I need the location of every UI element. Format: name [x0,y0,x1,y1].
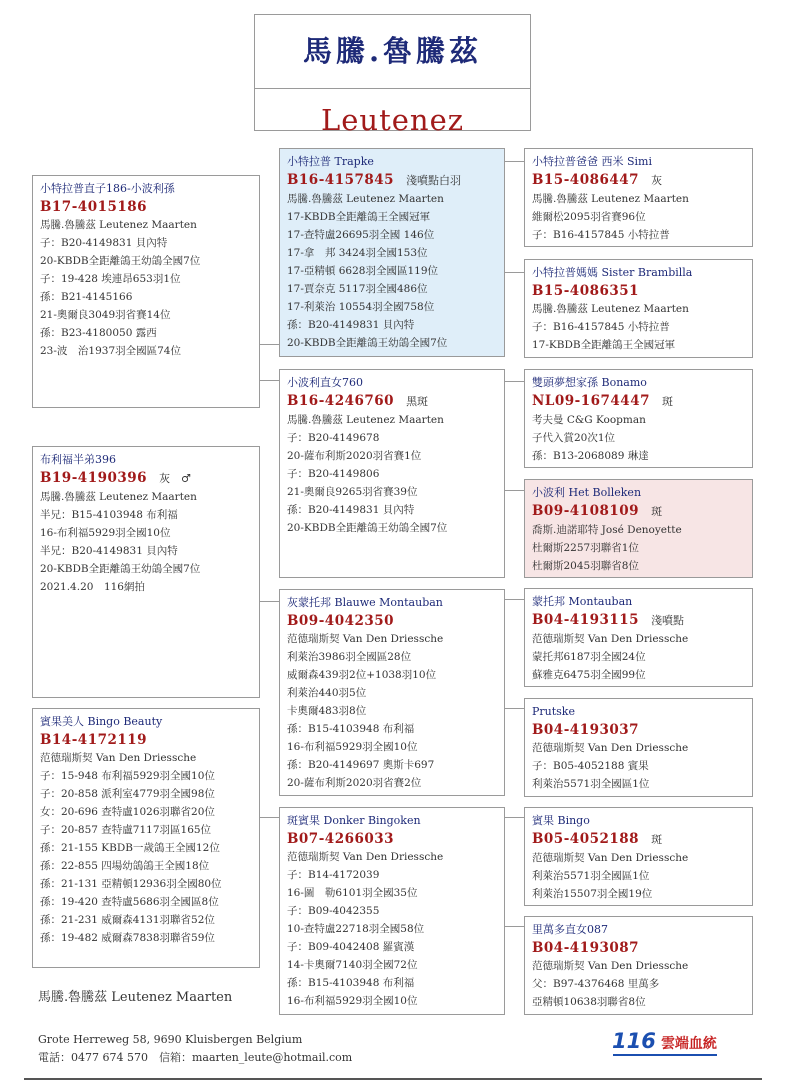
connector-line [504,490,525,491]
logo-underline [613,1054,717,1056]
ggp4-line: 杜爾斯2045羽聯省8位 [532,560,639,572]
title-english: Leutenez [320,103,465,137]
gp-ss-line: 17-賈奈克 5117羽全國486位 [287,283,428,295]
ggp7-line: 利萊治5571羽全國區1位 [532,870,650,882]
ggp4-name: 小波利 Het Bolleken [532,486,642,499]
ggp7-line: 利萊治15507羽全國19位 [532,888,653,900]
gp-ss-ring: B16-4157845 [287,172,395,188]
ggp-card-3 [524,369,753,468]
gp-dd-line: 子：B09-4042408 羅賓漢 [287,941,415,953]
pigeon-line: 21-奧爾良3049羽省賽14位 [40,309,171,321]
ggp3-line: 子代入賞20次1位 [532,432,616,444]
ggp1-color: 灰 [651,174,663,187]
dam-line: 孫：21-131 亞精頓12936羽全國80位 [40,878,222,890]
ggp5-line: 范德瑞斯契 Van Den Driessche [532,633,689,645]
connector-line [504,708,525,709]
connector-line [504,926,525,927]
ggp1-line: 維爾松2095羽省賽96位 [532,211,646,223]
gp-sd-name: 小波利直女760 [287,376,363,389]
gp-ds-line: 孫：B15-4103948 布利福 [287,723,415,735]
ggp1-line: 馬騰.魯騰茲 Leutenez Maarten [532,193,689,205]
sire-line: 2021.4.20 116網拍 [40,581,145,593]
ggp-card-1 [524,148,753,247]
ggp5-ring: B04-4193115 [532,612,640,628]
pigeon-line: 子：B20-4149831 貝內特 [40,237,168,249]
sire-color: 灰 ♂ [159,472,191,485]
gp-ss-line: 20-KBDB全距離鴿王幼鴿全國7位 [287,337,448,349]
gp-ds-line: 利萊治440羽5位 [287,687,367,699]
ggp3-line: 考夫曼 C&G Koopman [532,414,646,426]
connector-line [504,272,525,273]
ggp3-ring: NL09-1674447 [532,393,650,409]
ggp6-name: Prutske [532,705,575,718]
logo-text: 雲端血統 [660,1036,717,1052]
ggp-card-2 [524,259,753,358]
gp-dd-line: 孫：B15-4103948 布利福 [287,977,415,989]
gp-dd-line: 子：B09-4042355 [287,905,380,917]
gp-sd-line: 20-薩布利斯2020羽省賽1位 [287,450,422,462]
ggp8-ring: B04-4193087 [532,940,640,956]
ggp7-line: 范德瑞斯契 Van Den Driessche [532,852,689,864]
pigeon-line: 馬騰.魯騰茲 Leutenez Maarten [40,219,197,231]
ggp3-line: 孫：B13-2068089 琳達 [532,450,649,462]
ggp8-line: 范德瑞斯契 Van Den Driessche [532,960,689,972]
dam-ring: B14-4172119 [40,732,148,748]
ggp4-line: 杜爾斯2257羽聯省1位 [532,542,639,554]
ggp6-line: 利萊治5571羽全國區1位 [532,778,650,790]
gp-ss-line: 17-KBDB全距離鴿王全國冠軍 [287,211,431,223]
ggp5-line: 蘇雅克6475羽全國99位 [532,669,646,681]
gp-ds-line: 20-薩布利斯2020羽省賽2位 [287,777,422,789]
ggp8-line: 父：B97-4376468 里萬多 [532,978,660,990]
pigeon-line: 23-波 治1937羽全國區74位 [40,345,181,357]
gp-ds-ring: B09-4042350 [287,613,395,629]
dam-line: 女：20-696 查特盧1026羽聯省20位 [40,806,215,818]
grandsire-dam-card [279,369,505,578]
pigeon-card [32,175,260,408]
ggp3-color: 斑 [661,395,673,408]
gp-dd-name: 斑賓果 Donker Bingoken [287,814,421,827]
gp-dd-line: 16-布利福5929羽全國10位 [287,995,418,1007]
ggp2-line: 17-KBDB全距離鴿王全國冠軍 [532,339,676,351]
gp-sd-color: 黑斑 [406,395,429,408]
dam-line: 子：20-858 派利室4779羽全國98位 [40,788,215,800]
gp-dd-line: 10-查特盧22718羽全國58位 [287,923,425,935]
ggp5-line: 蒙托邦6187羽全國24位 [532,651,646,663]
dam-line: 孫：21-231 威爾森4131羽聯省52位 [40,914,215,926]
gp-sd-line: 子：B20-4149678 [287,432,380,444]
gp-dd-line: 16-圖 勒6101羽全國35位 [287,887,418,899]
footer-address: Grote Herreweg 58, 9690 Kluisbergen Belgium [38,1033,303,1046]
title-divider [255,88,530,89]
gp-dd-line: 范德瑞斯契 Van Den Driessche [287,851,444,863]
connector-line [504,599,525,600]
connector-line [259,344,280,345]
ggp-card-5 [524,588,753,687]
sire-line: 16-布利福5929羽全國10位 [40,527,171,539]
gp-ds-line: 威爾森439羽2位+1038羽10位 [287,669,437,681]
breeder-name: 馬騰.魯騰茲 Leutenez Maarten [38,990,233,1005]
ggp2-line: 馬騰.魯騰茲 Leutenez Maarten [532,303,689,315]
gp-ss-line: 17-利萊治 10554羽全國758位 [287,301,435,313]
title-box [254,14,531,137]
sire-line: 半兄：B15-4103948 布利福 [40,509,178,521]
footer-contact: 電話：0477 674 570 信箱：maarten_leute@hotmail.com [38,1051,353,1064]
ggp5-color: 淺噴點 [651,614,685,627]
gp-ss-line: 17-查特盧26695羽全國 146位 [287,229,435,241]
gp-sd-line: 21-奧爾良9265羽省賽39位 [287,486,418,498]
ggp7-ring-line [532,830,746,849]
ggp-card-6 [524,698,753,797]
connector-line [259,601,280,602]
ggp4-ring-line [532,502,746,521]
gp-ss-ring-line [287,171,498,190]
pigeon-line: 子：19-428 埃連昂653羽1位 [40,273,181,285]
ggp8-line: 亞精頓10638羽聯省8位 [532,996,646,1008]
ggp6-line: 子：B05-4052188 賓果 [532,760,649,772]
gp-dd-ring: B07-4266033 [287,831,395,847]
sire-ring: B19-4190396 [40,470,148,486]
gp-dd-line: 子：B14-4172039 [287,869,380,881]
ggp2-name: 小特拉普媽媽 Sister Brambilla [532,266,693,279]
sire-name: 布利福半弟396 [40,453,116,466]
gp-dd-line: 14-卡奧爾7140羽全國72位 [287,959,418,971]
title-chinese: 馬騰.魯騰茲 [302,34,483,68]
connector-line [504,381,525,382]
gp-ss-name: 小特拉普 Trapke [287,155,374,168]
dam-card [32,708,260,968]
sire-ring-line [40,469,253,488]
gp-sd-line: 20-KBDB全距離鴿王幼鴿全國7位 [287,522,448,534]
ggp2-line: 子：B16-4157845 小特拉普 [532,321,670,333]
ggp8-name: 里萬多直女087 [532,923,608,936]
gp-sd-ring: B16-4246760 [287,393,395,409]
connector-line [504,161,525,162]
gp-ds-line: 孫：B20-4149697 奧斯卡697 [287,759,435,771]
ggp5-name: 蒙托邦 Montauban [532,595,633,608]
bottom-rule [24,1078,762,1080]
ggp4-line: 喬斯.迪諾耶特 José Denoyette [532,524,682,536]
dam-line: 孫：22-855 四場幼鴿鴿王全國18位 [40,860,210,872]
ggp3-ring-line [532,392,746,411]
ggp1-ring-line [532,171,746,190]
gp-ds-line: 范德瑞斯契 Van Den Driessche [287,633,444,645]
grandsire-sire-card [279,148,505,357]
ggp7-ring: B05-4052188 [532,831,640,847]
ggp4-color: 斑 [651,505,663,518]
gp-ds-line: 16-布利福5929羽全國10位 [287,741,418,753]
dam-name: 賓果美人 Bingo Beauty [40,715,163,728]
ggp5-ring-line [532,611,746,630]
gp-ds-name: 灰蒙托邦 Blauwe Montauban [287,596,443,609]
ggp7-color: 斑 [651,833,663,846]
ggp-card-8 [524,916,753,1015]
gp-ss-line: 馬騰.魯騰茲 Leutenez Maarten [287,193,444,205]
sire-line: 馬騰.魯騰茲 Leutenez Maarten [40,491,197,503]
pigeon-line: 孫：B21-4145166 [40,291,133,303]
pigeon-line: 20-KBDB全距離鴿王幼鴿全國7位 [40,255,201,267]
gp-ss-line: 孫：B20-4149831 貝內特 [287,319,415,331]
gp-sd-ring-line [287,392,498,411]
sire-line: 半兄：B20-4149831 貝內特 [40,545,178,557]
connector-line [259,817,280,818]
gp-ds-line: 卡奧爾483羽8位 [287,705,367,717]
gp-ss-color: 淺噴點白羽 [406,174,462,187]
gp-ss-line: 17-亞精頓 6628羽全國區119位 [287,265,439,277]
dam-line: 子：15-948 布利福5929羽全國10位 [40,770,215,782]
gp-ds-line: 利萊治3986羽全國區28位 [287,651,412,663]
gp-ss-line: 17-拿 邦 3424羽全國153位 [287,247,428,259]
logo-number: 116 [612,1029,656,1053]
dam-line: 子：20-857 查特盧7117羽區165位 [40,824,212,836]
ggp6-line: 范德瑞斯契 Van Den Driessche [532,742,689,754]
gp-sd-line: 子：B20-4149806 [287,468,380,480]
ggp1-name: 小特拉普爸爸 西米 Simi [532,155,652,168]
ggp4-ring: B09-4108109 [532,503,640,519]
granddam-dam-card [279,807,505,1015]
ggp7-name: 賓果 Bingo [532,814,590,827]
connector-line [504,817,525,818]
connector-line [259,380,280,381]
dam-line: 孫：19-482 威爾森7838羽聯省59位 [40,932,215,944]
dam-line: 孫：21-155 KBDB一歲鴿王全國12位 [40,842,220,854]
dam-line: 孫：19-420 查特盧5686羽全國區8位 [40,896,219,908]
gp-sd-line: 孫：B20-4149831 貝內特 [287,504,415,516]
ggp-card-7 [524,807,753,906]
pigeon-ring: B17-4015186 [40,199,148,215]
dam-line: 范德瑞斯契 Van Den Driessche [40,752,197,764]
ggp2-ring: B15-4086351 [532,283,640,299]
pigeon-line: 孫：B23-4180050 露西 [40,327,157,339]
ggp1-ring: B15-4086447 [532,172,640,188]
ggp3-name: 雙頭夢想家孫 Bonamo [532,376,647,389]
granddam-sire-card [279,589,505,796]
sire-card [32,446,260,698]
ggp1-line: 子：B16-4157845 小特拉普 [532,229,670,241]
gp-sd-line: 馬騰.魯騰茲 Leutenez Maarten [287,414,444,426]
sire-line: 20-KBDB全距離鴿王幼鴿全國7位 [40,563,201,575]
ggp-card-4 [524,479,753,578]
ggp6-ring: B04-4193037 [532,722,640,738]
pigeon-name: 小特拉普直子186-小波利孫 [40,182,175,195]
